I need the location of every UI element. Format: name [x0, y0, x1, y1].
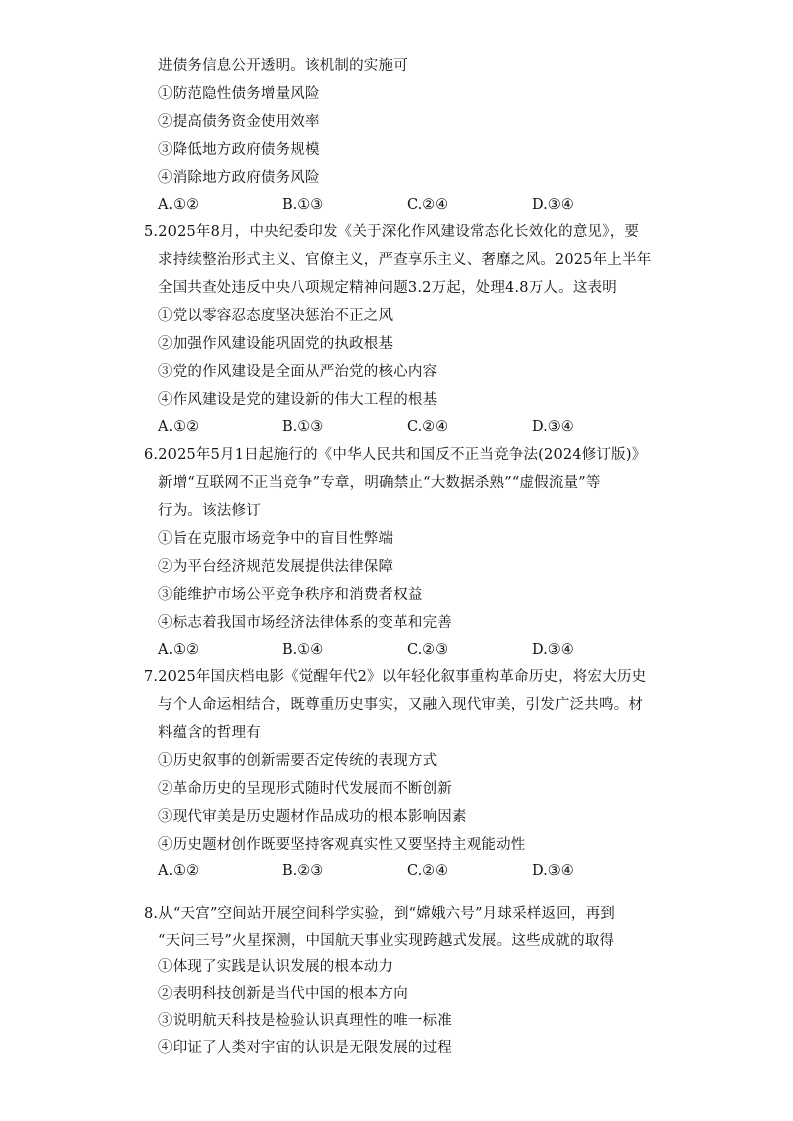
option-b: B.②③ — [282, 863, 324, 879]
question-7-stem-3: 料蕴含的哲理有 — [158, 725, 261, 741]
statement-3: ③说明航天科技是检验认识真理性的唯一标准 — [158, 1013, 452, 1029]
statement-1: ①旨在克服市场竞争中的盲目性弊端 — [158, 531, 394, 547]
question-7-stem-2: 与个人命运相结合，既尊重历史事实，又融入现代审美，引发广泛共鸣。材 — [158, 697, 644, 713]
statement-2: ②加强作风建设能巩固党的执政根基 — [158, 336, 394, 352]
option-d: D.③④ — [532, 419, 574, 435]
option-a: A.①② — [158, 863, 200, 879]
question-7-stem-1: 7.2025年国庆档电影《觉醒年代2》以年轻化叙事重构革命历史，将宏大历史 — [144, 669, 647, 685]
question-stem-line: 进债务信息公开透明。该机制的实施可 — [158, 58, 408, 74]
option-d: D.③④ — [532, 863, 574, 879]
statement-4: ④作风建设是党的建设新的伟大工程的根基 — [158, 392, 438, 408]
question-6-stem-3: 行为。该法修订 — [158, 503, 261, 519]
option-d: D.③④ — [532, 197, 574, 213]
question-8-stem-1: 8.从“天宫”空间站开展空间科学实验，到“嫦娥六号”月球采样返回，再到 — [144, 906, 615, 922]
option-c: C.②④ — [407, 197, 449, 213]
statement-3: ③降低地方政府债务规模 — [158, 142, 320, 158]
option-a: A.①② — [158, 419, 200, 435]
statement-4: ④消除地方政府债务风险 — [158, 170, 320, 186]
option-c: C.②④ — [407, 863, 449, 879]
statement-1: ①历史叙事的创新需要否定传统的表现方式 — [158, 753, 438, 769]
statement-2: ②革命历史的呈现形式随时代发展而不断创新 — [158, 781, 452, 797]
question-5-stem-2: 求持续整治形式主义、官僚主义，严查享乐主义、奢靡之风。2025年上半年 — [158, 252, 652, 268]
statement-3: ③现代审美是历史题材作品成功的根本影响因素 — [158, 809, 467, 825]
option-b: B.①④ — [282, 642, 324, 658]
question-5-stem-3: 全国共查处违反中央八项规定精神问题3.2万起，处理4.8万人。这表明 — [158, 280, 617, 296]
option-c: C.②③ — [407, 642, 449, 658]
statement-2: ②表明科技创新是当代中国的根本方向 — [158, 986, 408, 1002]
statement-2: ②提高债务资金使用效率 — [158, 114, 320, 130]
statement-4: ④标志着我国市场经济法律体系的变革和完善 — [158, 615, 452, 631]
option-d: D.③④ — [532, 642, 574, 658]
statement-2: ②为平台经济规范发展提供法律保障 — [158, 559, 394, 575]
question-8-stem-2: “天问三号”火星探测，中国航天事业实现跨越式发展。这些成就的取得 — [158, 933, 615, 949]
statement-4: ④印证了人类对宇宙的认识是无限发展的过程 — [158, 1040, 452, 1056]
statement-3: ③党的作风建设是全面从严治党的核心内容 — [158, 364, 438, 380]
question-6-stem-1: 6.2025年5月1日起施行的《中华人民共和国反不正当竞争法(2024修订版)》 — [144, 447, 647, 463]
statement-4: ④历史题材创作既要坚持客观真实性又要坚持主观能动性 — [158, 837, 526, 853]
question-5-stem-1: 5.2025年8月，中央纪委印发《关于深化作风建设常态化长效化的意见》，要 — [144, 224, 640, 240]
option-a: A.①② — [158, 642, 200, 658]
option-c: C.②④ — [407, 419, 449, 435]
statement-1: ①防范隐性债务增量风险 — [158, 86, 320, 102]
statement-1: ①体现了实践是认识发展的根本动力 — [158, 959, 394, 975]
statement-1: ①党以零容忍态度坚决惩治不正之风 — [158, 308, 394, 324]
option-b: B.①③ — [282, 419, 324, 435]
option-b: B.①③ — [282, 197, 324, 213]
statement-3: ③能维护市场公平竞争秩序和消费者权益 — [158, 587, 423, 603]
question-6-stem-2: 新增“互联网不正当竞争”专章，明确禁止“大数据杀熟”“虚假流量”等 — [158, 475, 601, 491]
option-a: A.①② — [158, 197, 200, 213]
